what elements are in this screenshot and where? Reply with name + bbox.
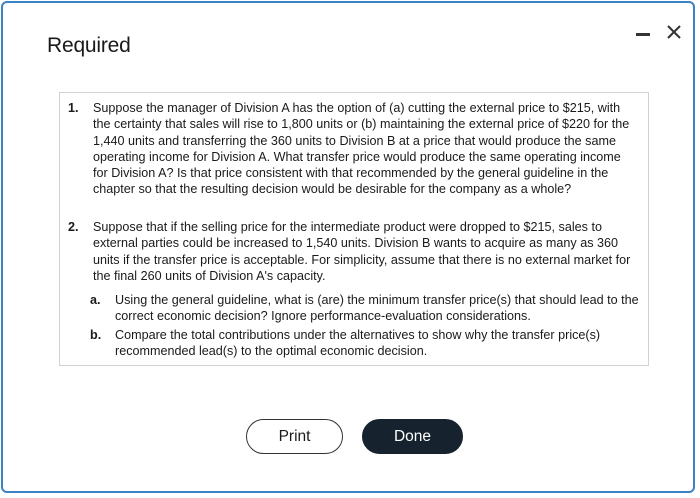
question-2 [68,219,638,284]
dialog-title: Required [47,34,131,57]
question-content [59,92,649,366]
subquestion-letter: b. [90,328,102,342]
required-dialog [1,1,695,493]
subquestion-letter: a. [90,293,101,307]
minimize-icon [636,33,650,36]
question-text: Suppose that if the selling price for the intermediate product were dropped to $215, sales to external parties could be increased to 1,540 units. Division B wants to acquire as many as 360 units if the transfer price is acceptable. For simplicity, assume that there is no external market for the final 260 units of Division A's capacity. [93,220,631,283]
close-icon [665,23,683,41]
question-1 [68,100,638,198]
print-button[interactable]: Print [246,419,343,454]
minimize-button[interactable] [633,25,653,45]
close-button[interactable] [665,23,683,41]
done-button[interactable]: Done [362,419,463,454]
question-number: 1. [68,101,79,115]
subquestion-text: Compare the total contributions under the alternatives to show why the transfer price(s) recommended lead(s) to the optimal economic decision. [115,328,601,359]
question-2b [90,327,640,360]
question-number: 2. [68,220,79,234]
question-text: Suppose the manager of Division A has the option of (a) cutting the external price to $215, with the certainty that sales will rise to 1,800 units or (b) maintaining the external price of $220 for the 1,440 units and transferring the 360 units to Division B at a price that would produce the same operating income for Division A. What transfer price would produce the same operating income for Division A? Is that price consistent with that recommended by the general guideline in the chapter so that the resulting decision would be desirable for the company as a whole? [93,101,630,197]
subquestion-text: Using the general guideline, what is (are) the minimum transfer price(s) that should lead to the correct economic decision? Ignore performance-evaluation considerations. [115,293,639,324]
question-2a [90,292,640,325]
